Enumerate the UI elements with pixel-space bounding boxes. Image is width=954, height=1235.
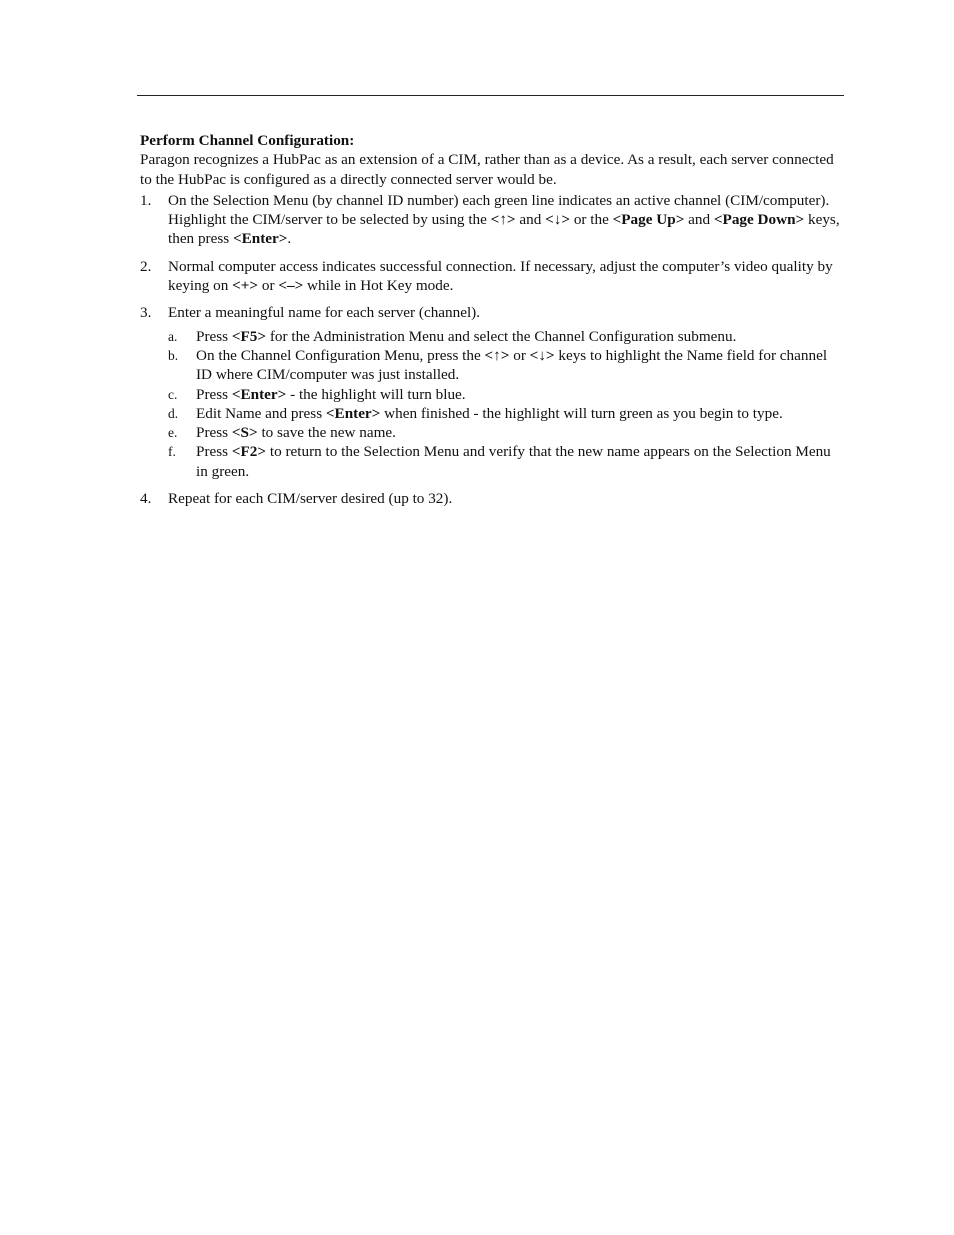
- header-rule: [137, 95, 844, 96]
- step-number: 3.: [140, 304, 152, 322]
- key-s: <S>: [231, 424, 258, 442]
- step-1: 1. On the Selection Menu (by channel ID number) each green line indicates an active channel (CIM/computer). Highlight the CIM/server to be selected by using the <↑> and <↓> or the <Page Up> and <Page Down> keys, then press <Enter>.: [140, 191, 840, 248]
- key-enter: <Enter>: [231, 385, 287, 403]
- intro-paragraph: Paragon recognizes a HubPac as an extension of a CIM, rather than as a device. As a result, each server connected to the HubPac is configured as a directly connected server would be.: [140, 151, 834, 188]
- substep-letter: b.: [168, 347, 179, 363]
- step-number: 1.: [140, 191, 152, 209]
- key-plus: <+>: [232, 277, 259, 295]
- key-up-arrow: <↑>: [490, 211, 516, 229]
- section-heading: Perform Channel Configuration:: [140, 132, 355, 149]
- step-3: 3. Enter a meaningful name for each server (channel). a. Press <F5> for the Administration Menu and select the Channel Configuration submenu. b. On the Channel Configuration Menu, press the <↑> or <↓> keys to highlight the Name field for channel ID where CIM/computer was just installed. c. Press <Enter> - the highlight will turn blue. d. Edit Name and press <Enter> when finished - the highlight will turn green as you begin to type. e. Press <S> to save the new name. f. Press <F2> to return to the Selection Menu and verify that the new name appears on the Selection Menu in green.: [140, 303, 844, 481]
- step-number: 4.: [140, 490, 152, 508]
- substep-c: c. Press <Enter> - the highlight will turn blue.: [168, 385, 466, 403]
- substep-letter: a.: [168, 328, 178, 344]
- key-down-arrow: <↓>: [545, 211, 571, 229]
- step-2: 2. Normal computer access indicates successful connection. If necessary, adjust the computer’s video quality by keying on <+> or <–> while in Hot Key mode.: [140, 257, 833, 295]
- substep-e: e. Press <S> to save the new name.: [168, 424, 396, 442]
- substep-letter: c.: [168, 386, 178, 402]
- substep-list: [168, 327, 844, 481]
- key-down-arrow: <↓>: [529, 346, 555, 364]
- step-number: 2.: [140, 257, 152, 275]
- substep-letter: d.: [168, 405, 179, 421]
- key-f5: <F5>: [231, 327, 267, 345]
- key-minus: <–>: [278, 277, 304, 295]
- step-4: 4. Repeat for each CIM/server desired (up to 32).: [140, 490, 453, 508]
- key-f2: <F2>: [231, 443, 267, 461]
- substep-letter: e.: [168, 425, 178, 441]
- substep-b: b. On the Channel Configuration Menu, press the <↑> or <↓> keys to highlight the Name field for channel ID where CIM/computer was just installed.: [168, 346, 828, 384]
- substep-letter: f.: [168, 444, 176, 460]
- substep-f: f. Press <F2> to return to the Selection Menu and verify that the new name appears on the Selection Menu in green.: [168, 443, 831, 480]
- substep-a: a. Press <F5> for the Administration Menu and select the Channel Configuration submenu.: [168, 327, 737, 345]
- key-enter: <Enter>: [325, 404, 381, 422]
- document-body: [140, 131, 844, 508]
- key-enter: <Enter>: [232, 230, 288, 248]
- key-page-up: <Page Up>: [612, 211, 685, 229]
- substep-d: d. Edit Name and press <Enter> when finished - the highlight will turn green as you begin to type.: [168, 404, 783, 422]
- key-up-arrow: <↑>: [484, 346, 510, 364]
- key-page-down: <Page Down>: [713, 211, 805, 229]
